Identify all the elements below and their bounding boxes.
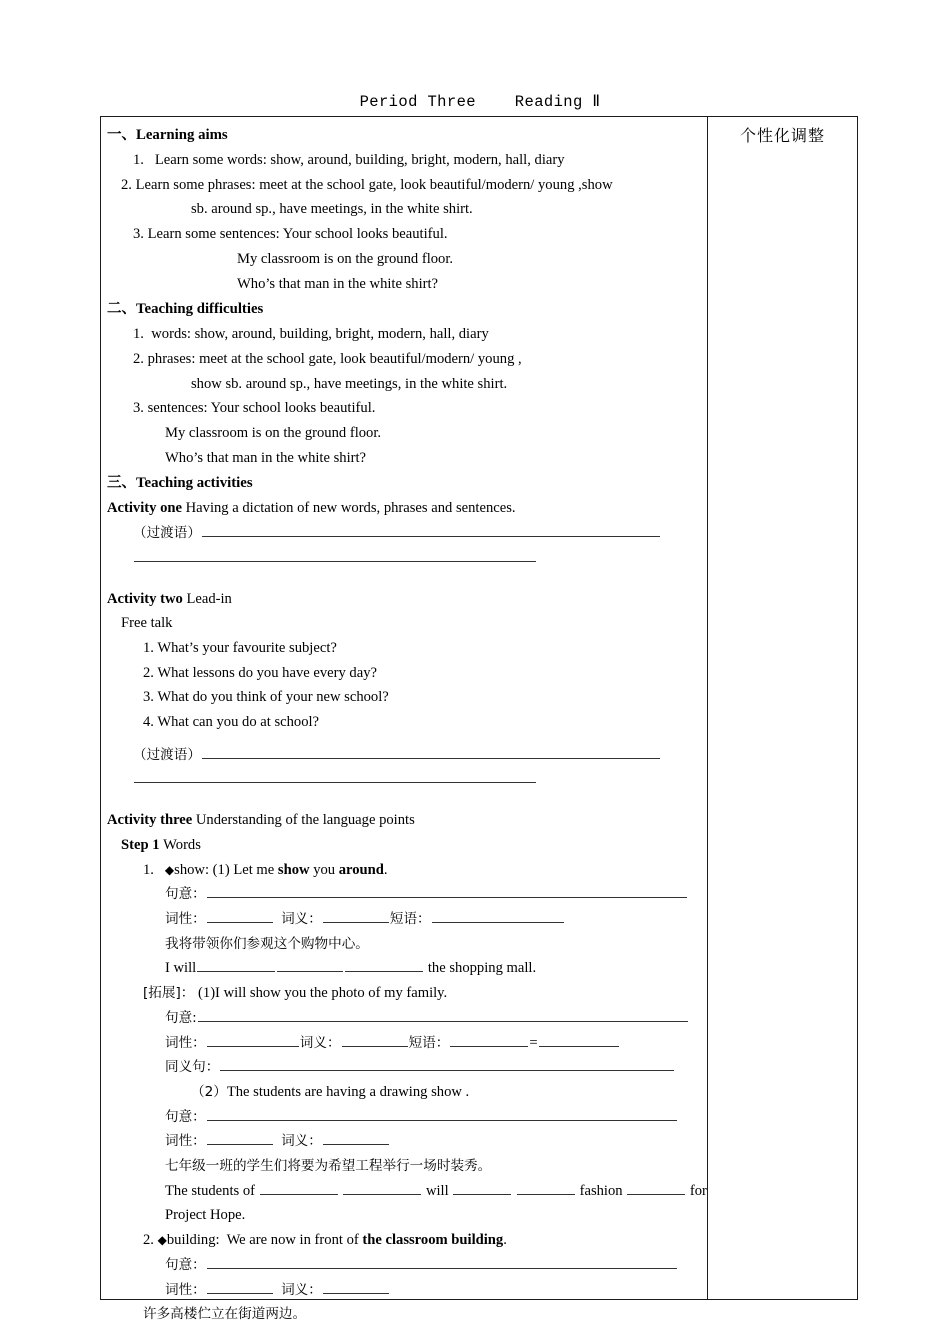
spacer-text <box>154 862 165 878</box>
synonym-row <box>107 1055 703 1080</box>
activity-three-line <box>107 808 703 833</box>
fill-blank[interactable] <box>627 1181 685 1194</box>
activity-three-label: Activity three <box>107 812 193 829</box>
def-blank[interactable] <box>323 910 389 923</box>
section-title-3: Teaching activities <box>136 475 253 492</box>
spacer-text <box>339 1183 343 1199</box>
personalized-adjustment-header: 个性化调整 <box>739 126 825 145</box>
meaning-blank[interactable] <box>207 1107 677 1120</box>
word-item-2 <box>107 1228 703 1253</box>
activity-one-desc: Having a dictation of new words, phrases and sentences. <box>185 500 516 517</box>
transition-label: （过渡语） <box>133 746 201 763</box>
transition-label: （过渡语） <box>133 525 201 542</box>
def-blank[interactable] <box>342 1033 408 1046</box>
item-mid: you <box>309 861 339 878</box>
diamond-icon: ◆ <box>157 1233 167 1248</box>
fill-blank[interactable] <box>517 1181 575 1194</box>
def-label: 词义： <box>299 1034 341 1051</box>
meaning-label: 句意： <box>165 886 206 903</box>
personalized-adjustment-cell[interactable] <box>708 117 857 1299</box>
sub-item-2 <box>107 1080 703 1105</box>
fill-prefix: I will <box>165 960 197 977</box>
teaching-difficulty-item: My classroom is on the ground floor. <box>165 425 382 442</box>
meaning-label: 句意： <box>165 1108 206 1125</box>
fill2-c: fashion <box>575 1182 627 1199</box>
meaning-row <box>107 882 703 907</box>
transition-blank-line[interactable] <box>202 524 660 537</box>
english-fill-row <box>107 956 703 981</box>
pos-blank[interactable] <box>207 1280 273 1293</box>
pos-def-row <box>107 1278 703 1303</box>
word-item-1 <box>107 858 703 883</box>
fill2-d: for <box>686 1182 707 1199</box>
free-talk-question: 2. What lessons do you have every day? <box>143 664 377 681</box>
section-title-2: Teaching difficulties <box>136 301 264 318</box>
learning-aims-item: 3. Learn some sentences: Your school looks beautiful. <box>133 226 448 243</box>
sub-item-sentence: The students are having a drawing show . <box>226 1083 470 1100</box>
section-marker-3: 三、 <box>107 475 136 492</box>
fill-suffix: the shopping mall. <box>424 960 537 977</box>
meaning-row <box>107 1006 703 1031</box>
meaning-blank[interactable] <box>207 1255 677 1268</box>
fill-blank[interactable] <box>260 1181 338 1194</box>
item-period: . <box>503 1232 507 1249</box>
section-title-1: Learning aims <box>136 127 228 143</box>
item-headword: building: We are now in front of <box>166 1232 363 1249</box>
free-talk-question: 4. What can you do at school? <box>143 714 320 731</box>
sub-item-number: （2） <box>191 1083 227 1100</box>
meaning-blank[interactable] <box>207 885 687 898</box>
pos-blank[interactable] <box>207 910 273 923</box>
section-heading-teaching-difficulties <box>107 296 703 322</box>
phrase-blank[interactable] <box>432 910 564 923</box>
phrase-blank-b[interactable] <box>539 1033 619 1046</box>
free-talk-question: 3. What do you think of your new school? <box>143 689 389 706</box>
activity-two-transition-line2 <box>107 767 703 792</box>
activity-one-line <box>107 496 703 521</box>
item-bold-around: around <box>338 861 384 878</box>
teaching-difficulty-item: Who’s that man in the white shirt? <box>165 449 367 466</box>
fill-blank[interactable] <box>197 959 275 972</box>
pos-blank[interactable] <box>207 1132 273 1145</box>
transition-blank-line[interactable] <box>134 770 536 783</box>
fill-blank[interactable] <box>277 959 343 972</box>
pos-label: 词性： <box>165 910 206 927</box>
activity-two-desc: Lead-in <box>186 590 232 607</box>
extension-label: [拓展]： <box>143 985 195 1002</box>
activity-one-label: Activity one <box>107 500 182 517</box>
extension-sentence: (1)I will show you the photo of my family. <box>194 985 448 1002</box>
teaching-difficulty-item: 3. sentences: Your school looks beautiful. <box>133 400 376 417</box>
spacer <box>107 571 703 587</box>
teaching-difficulty-item: show sb. around sp., have meetings, in the white shirt. <box>191 375 508 392</box>
equals-sign: = <box>529 1034 538 1051</box>
learning-aims-item: 1. Learn some words: show, around, building, bright, modern, hall, diary <box>133 152 565 168</box>
def-blank[interactable] <box>323 1280 389 1293</box>
pos-label: 词性： <box>165 1034 206 1051</box>
fill2-continuation: Project Hope. <box>165 1207 246 1224</box>
def-blank[interactable] <box>323 1132 389 1145</box>
spacer-text <box>512 1183 516 1199</box>
lesson-content-cell <box>101 117 708 1323</box>
learning-aims-item: Who’s that man in the white shirt? <box>237 275 439 292</box>
spacer-text <box>274 911 281 927</box>
activity-one-transition <box>107 521 703 546</box>
phrase-label: 短语： <box>408 1034 450 1051</box>
item-period: . <box>383 861 388 878</box>
spacer-text <box>274 1282 281 1298</box>
extension-row <box>107 981 703 1006</box>
phrase-label: 短语： <box>389 910 431 927</box>
step-one-line <box>107 833 703 858</box>
fill-blank[interactable] <box>345 959 423 972</box>
item-bold-show: show <box>277 861 310 878</box>
activity-three-desc: Understanding of the language points <box>195 812 415 829</box>
pos-label: 词性： <box>165 1133 206 1150</box>
lesson-plan-table <box>100 116 858 1323</box>
page-title: Period Three Reading Ⅱ <box>359 93 601 111</box>
meaning-blank[interactable] <box>198 1008 688 1021</box>
teaching-difficulty-item: 1. words: show, around, building, bright, modern, hall, diary <box>133 326 489 343</box>
meaning-label: 句意: <box>165 1009 197 1026</box>
item-number: 2. <box>143 1232 154 1249</box>
spacer-text <box>274 1133 281 1149</box>
spacer <box>107 792 703 808</box>
spacer <box>107 735 703 743</box>
def-label: 词义： <box>281 1133 322 1150</box>
fill-blank[interactable] <box>453 1181 511 1194</box>
pos-def-phrase-row <box>107 907 703 932</box>
pos-blank[interactable] <box>207 1033 299 1046</box>
section-marker-2: 二、 <box>107 301 136 318</box>
meaning-row <box>107 1105 703 1130</box>
activity-one-transition-line2 <box>107 546 703 571</box>
def-label: 词义： <box>281 910 322 927</box>
fill2-a: The students of <box>165 1182 259 1199</box>
def-label: 词义： <box>281 1281 322 1298</box>
section-marker-1: 一、 <box>107 127 136 143</box>
pos-def-phrase-row <box>107 1031 703 1056</box>
chinese-sentence: 许多高楼伫立在街道两边。 <box>143 1306 307 1323</box>
meaning-row <box>107 1253 703 1278</box>
teaching-difficulty-item: 2. phrases: meet at the school gate, look beautiful/modern/ young , <box>133 350 522 367</box>
english-fill-row-2 <box>107 1179 707 1204</box>
section-heading-teaching-activities <box>107 470 703 496</box>
fill-blank[interactable] <box>343 1181 421 1194</box>
transition-blank-line[interactable] <box>134 548 536 561</box>
synonym-label: 同义句： <box>165 1059 220 1076</box>
learning-aims-item: sb. around sp., have meetings, in the white shirt. <box>191 201 473 218</box>
item-number: 1. <box>143 861 154 878</box>
chinese-sentence: 七年级一班的学生们将要为希望工程举行一场时装秀。 <box>165 1158 492 1175</box>
phrase-blank-a[interactable] <box>450 1033 528 1046</box>
item-headword: show: (1) Let me <box>174 861 278 878</box>
item-bold-building: the classroom building <box>362 1232 504 1249</box>
activity-two-transition <box>107 743 703 768</box>
transition-blank-line[interactable] <box>202 745 660 758</box>
step-one-text: Words <box>163 836 201 853</box>
activity-two-line <box>107 587 703 612</box>
activity-two-subtitle: Free talk <box>121 615 173 632</box>
learning-aims-item: 2. Learn some phrases: meet at the school gate, look beautiful/modern/ young ,show <box>121 176 613 193</box>
section-heading-learning-aims <box>107 122 703 148</box>
meaning-label: 句意： <box>165 1256 206 1273</box>
activity-two-label: Activity two <box>107 590 183 607</box>
synonym-blank[interactable] <box>220 1058 674 1071</box>
step-one-label: Step 1 <box>121 836 160 853</box>
fill2-b: will <box>422 1182 453 1199</box>
pos-def-row <box>107 1129 703 1154</box>
diamond-icon: ◆ <box>164 862 175 877</box>
chinese-sentence: 我将带领你们参观这个购物中心。 <box>165 935 369 952</box>
pos-label: 词性： <box>165 1281 206 1298</box>
learning-aims-item: My classroom is on the ground floor. <box>237 250 454 267</box>
free-talk-question: 1. What’s your favourite subject? <box>143 639 337 656</box>
